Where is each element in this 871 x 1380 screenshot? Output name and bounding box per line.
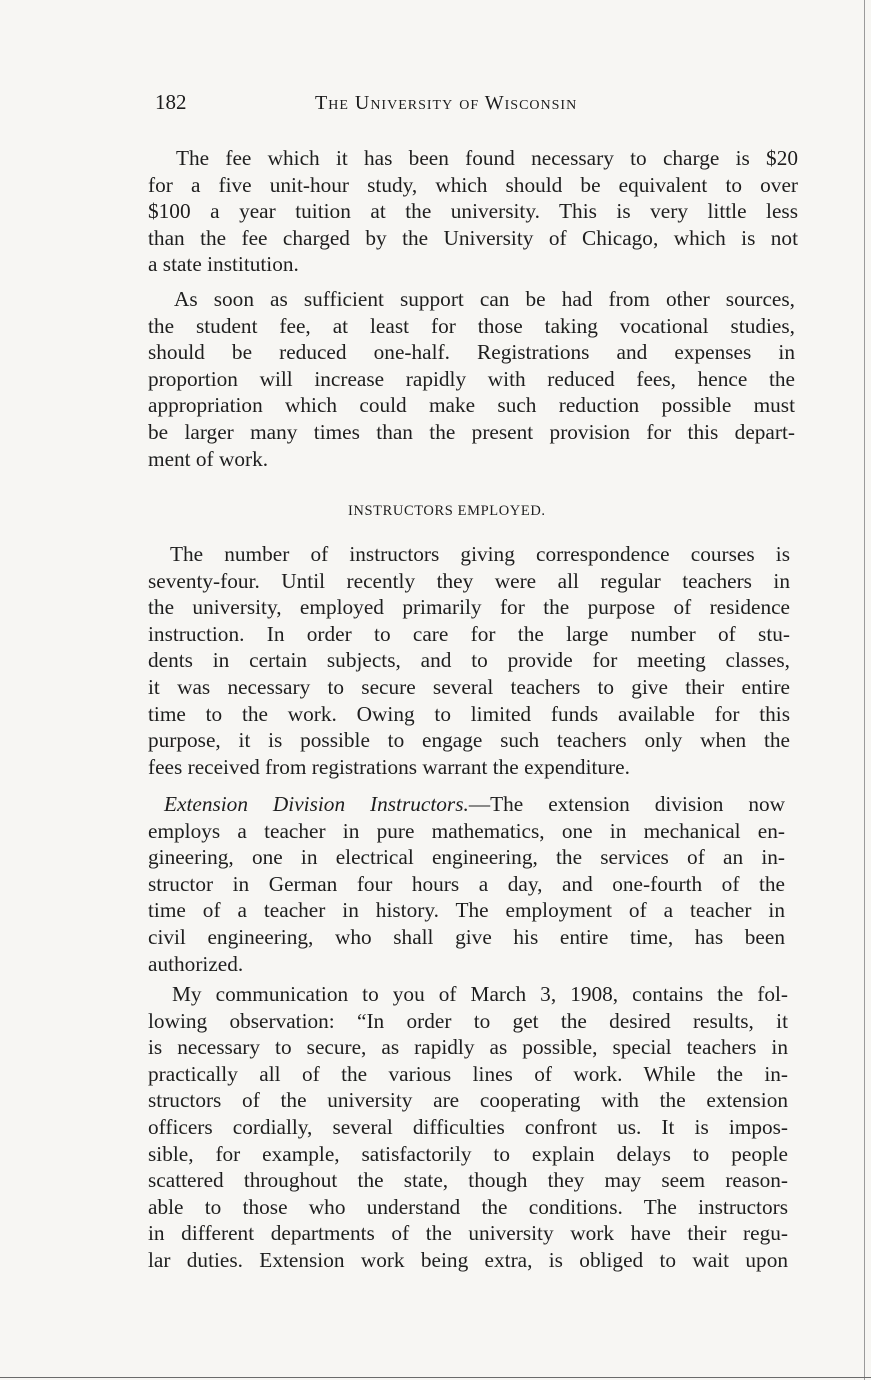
text-line: able to those who understand the conditions. The instructors [148,1194,788,1219]
text-line: practically all of the various lines of work. While the in- [148,1061,788,1086]
text-line: ment of work. [148,446,269,471]
page-edge-right [864,0,865,1380]
paragraph-extension-instructors [148,791,785,977]
paragraph-fee [148,145,798,278]
paragraph-communication [148,981,788,1274]
text-line: scattered throughout the state, though they may seem reason- [148,1168,788,1193]
running-header [155,90,795,120]
text-line: seventy-four. Until recently they were all regular teachers in [148,568,790,593]
text-line [148,791,785,818]
text-line: sible, for example, satisfactorily to explain delays to people [148,1141,788,1166]
text-line: lowing observation: “In order to get the desired results, it [148,1008,788,1033]
text-line: proportion will increase rapidly with reduced fees, hence the [148,366,795,391]
text-line: a state institution. [148,252,299,277]
text-line: the university, employed primarily for the purpose of residence [148,595,790,620]
text-line: dents in certain subjects, and to provide for meeting classes, [148,648,790,673]
paragraph-support [148,286,795,472]
text-line: employs a teacher in pure mathematics, one in mechanical en- [148,818,785,843]
text-line: time to the work. Owing to limited funds available for this [148,701,790,726]
running-title: The University of Wisconsin [315,92,578,114]
text-line: structors of the university are cooperating with the extension [148,1088,788,1113]
page-number: 182 [155,90,187,114]
text-line: should be reduced one-half. Registrations and expenses in [148,340,795,365]
section-heading: INSTRUCTORS EMPLOYED. [348,503,546,519]
text-line: the student fee, at least for those taking vocational studies, [148,313,795,338]
page-edge-bottom [0,1377,871,1378]
text-line: time of a teacher in history. The employment of a teacher in [148,898,785,923]
text-line: civil engineering, who shall give his entire time, has been [148,924,785,949]
text-line: appropriation which could make such reduction possible must [148,393,795,418]
text-line: authorized. [148,951,244,976]
paragraph-instructor-count [148,541,790,780]
text-line: structor in German four hours a day, and one-fourth of the [148,871,785,896]
text-line: is necessary to secure, as rapidly as possible, special teachers in [148,1035,788,1060]
text-line: it was necessary to secure several teachers to give their entire [148,674,790,699]
text-line: As soon as sufficient support can be had from other sources, [174,287,795,311]
text-line: purpose, it is possible to engage such teachers only when the [148,728,790,753]
run-in-text: —The extension division now [468,792,786,816]
run-in-heading: Extension Division Instructors. [164,792,469,816]
text-line: The number of instructors giving correspondence courses is [170,542,790,566]
text-line: instruction. In order to care for the large number of stu- [148,621,790,646]
text-line: gineering, one in electrical engineering, the services of an in- [148,845,785,870]
text-line: be larger many times than the present provision for this depart- [148,419,795,444]
text-line: My communication to you of March 3, 1908, contains the fol- [172,982,788,1006]
text-line: lar duties. Extension work being extra, is obliged to wait upon [148,1247,788,1272]
text-line: than the fee charged by the University of Chicago, which is not [148,225,798,250]
text-line: officers cordially, several difficulties confront us. It is impos- [148,1114,788,1139]
text-line: for a five unit-hour study, which should be equivalent to over [148,172,798,197]
text-line: fees received from registrations warrant the expenditure. [148,754,630,779]
text-line: The fee which it has been found necessary to charge is $20 [176,146,798,170]
text-line: in different departments of the university work have their regu- [148,1221,788,1246]
text-line: $100 a year tuition at the university. This is very little less [148,199,798,224]
